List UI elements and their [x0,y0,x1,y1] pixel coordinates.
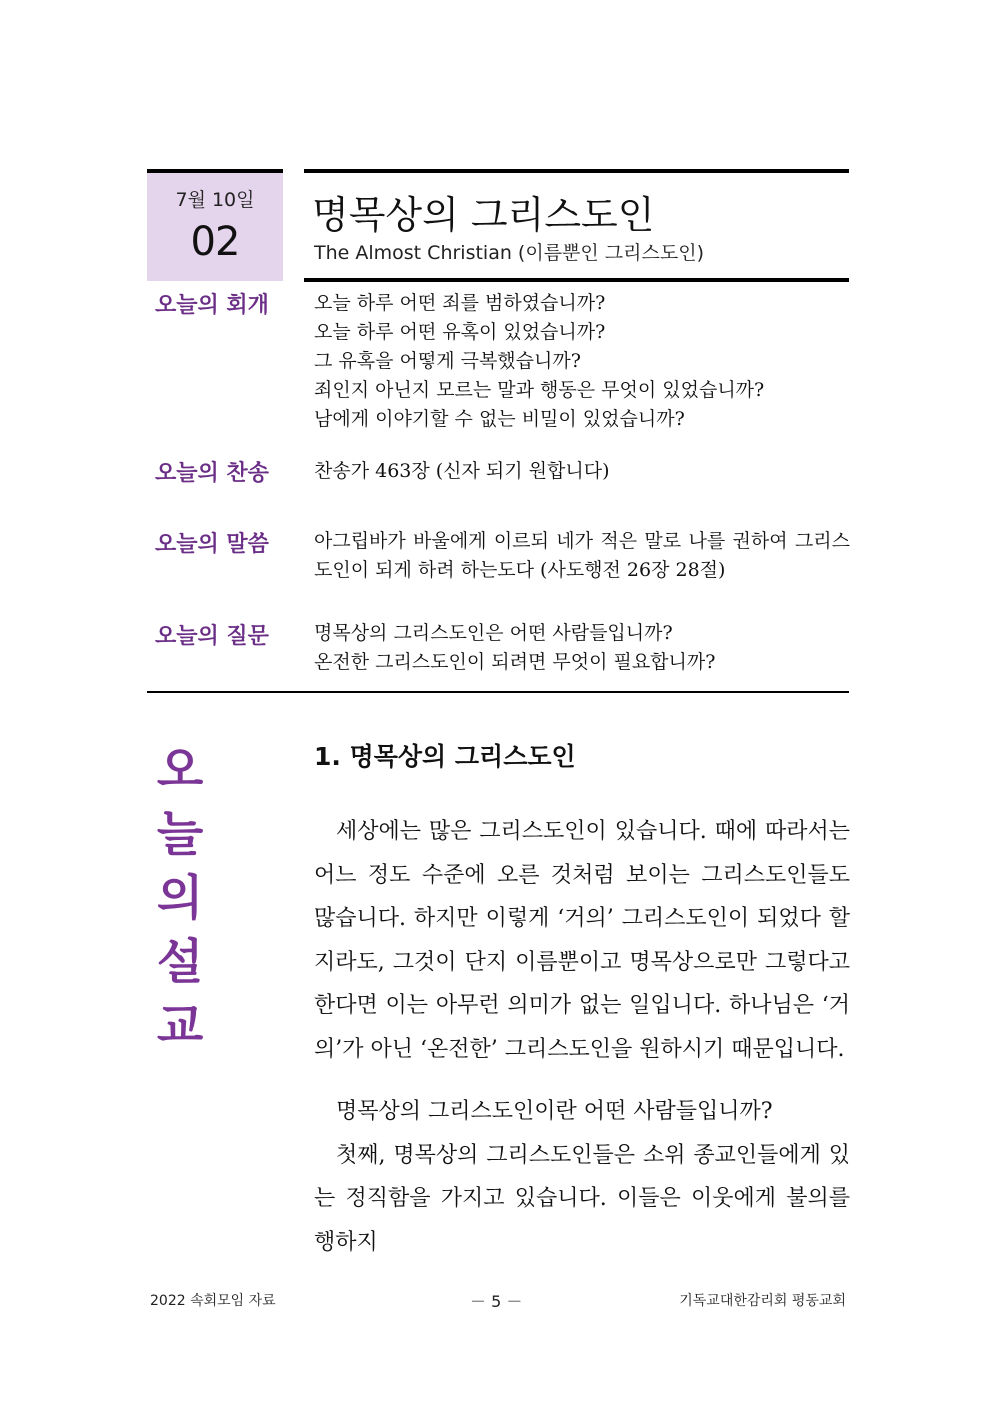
sermon-paragraph: 세상에는 많은 그리스도인이 있습니다. 때에 따라서는 어느 정도 수준에 오른 것처럼 보이는 그리스도인들도 많습니다. 하지만 이렇게 ‘거의’ 그리스도인이 되었다 할지라도, 그것이 단지 이름뿐이고 명목상으로만 그렇다고 한다면 이는 아무런 의미가 없는 일입니다. 하나님은 ‘거의’가 아닌 ‘온전한’ 그리스도인을 원하시기 때문입니다. [314,819,850,1062]
word-text: 아그립바가 바울에게 이르되 네가 적은 말로 나를 권하여 그리스도인이 되게 하려 하는도다 (사도행전 26장 28절) [314,530,850,581]
reflection-line: 오늘 하루 어떤 죄를 범하였습니까? [314,292,606,314]
reflection-line: 오늘 하루 어떤 유혹이 있었습니까? [314,321,606,343]
page-title: 명목상의 그리스도인 [312,193,655,237]
side-char: 늘 [156,806,204,862]
question-line: 온전한 그리스도인이 되려면 무엇이 필요합니까? [314,651,716,673]
word-body [314,527,850,585]
title-bottom-rule [304,278,849,282]
question-body [314,619,850,677]
hymn-text: 찬송가 463장 (신자 되기 원합니다) [314,460,610,482]
side-char: 의 [156,870,204,926]
section-divider [147,691,849,693]
title-top-rule [304,169,849,173]
page-subtitle: The Almost Christian (이름뿐인 그리스도인) [314,242,704,264]
question-label: 오늘의 질문 [155,624,269,649]
reflection-line: 남에게 이야기할 수 없는 비밀이 있었습니까? [314,408,685,430]
reflection-line: 죄인지 아닌지 모르는 말과 행동은 무엇이 있었습니까? [314,379,765,401]
side-char: 설 [156,934,204,990]
side-char: 교 [156,998,204,1054]
page-number: － 5 － [470,1292,523,1311]
reflection-body [314,289,850,434]
sermon-paragraph: 명목상의 그리스도인이란 어떤 사람들입니까? [336,1099,773,1124]
footer-right: 기독교대한감리회 평동교회 [679,1293,846,1309]
question-line: 명목상의 그리스도인은 어떤 사람들입니까? [314,622,673,644]
sermon-heading: 1. 명목상의 그리스도인 [314,742,576,771]
hymn-label: 오늘의 찬송 [155,461,269,486]
sermon-body [314,810,850,1071]
date-box [147,169,283,281]
side-char: 오 [156,742,204,798]
hymn-body [314,457,850,486]
lesson-number: 02 [190,219,240,265]
footer-left: 2022 속회모임 자료 [150,1293,276,1309]
sermon-paragraph: 첫째, 명목상의 그리스도인들은 소위 종교인들에게 있는 정직함을 가지고 있습니다. 이들은 이웃에게 불의를 행하지 [314,1142,850,1255]
date-label: 7월 10일 [175,189,255,211]
reflection-line: 그 유혹을 어떻게 극복했습니까? [314,350,581,372]
reflection-label: 오늘의 회개 [155,293,269,318]
sermon-side-label [152,738,208,1058]
sermon-body-2 [314,1090,850,1264]
word-label: 오늘의 말씀 [155,532,269,557]
